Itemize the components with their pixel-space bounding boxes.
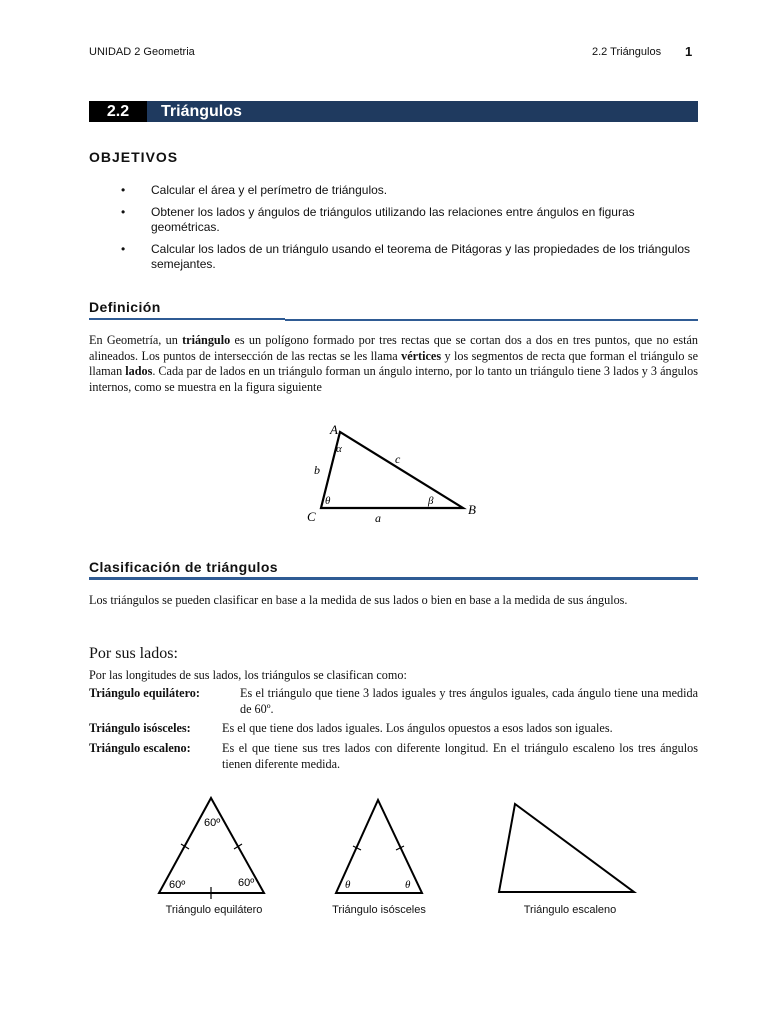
triangle-types-figure bbox=[150, 790, 650, 900]
equilateral-angle-left: 60º bbox=[169, 879, 186, 891]
running-header-left: UNIDAD 2 Geometria bbox=[89, 46, 195, 58]
page-number: 1 bbox=[685, 44, 693, 59]
vertex-a-label: A bbox=[330, 422, 338, 437]
scalene-definition bbox=[89, 741, 698, 771]
side-c-label: c bbox=[395, 452, 401, 466]
text-run: y los segmentos de recta que forman el triángulo se llaman bbox=[89, 348, 698, 378]
by-sides-heading: Por sus lados: bbox=[89, 645, 178, 662]
equilateral-term: Triángulo equilátero: bbox=[89, 686, 200, 700]
caption-isosceles: Triángulo isósceles bbox=[332, 904, 426, 916]
scalene-description: Es el que tiene sus tres lados con diferente longitud. En el triángulo escaleno los tres ángulos tienen diferente medida. bbox=[222, 741, 698, 771]
isosceles-angle-right: θ bbox=[405, 879, 411, 891]
heading-rule-short bbox=[89, 318, 285, 320]
term-vertices: vértices bbox=[401, 348, 442, 363]
classification-intro: Los triángulos se pueden clasificar en base a la medida de sus lados o bien en base a la medida de sus ángulos. bbox=[89, 593, 628, 607]
triangle-abc-figure bbox=[300, 418, 490, 528]
angle-beta-label: β bbox=[428, 495, 434, 507]
vertex-b-label: B bbox=[468, 502, 476, 517]
equilateral-angle-right: 60º bbox=[238, 877, 255, 889]
objective-item: • Calcular el área y el perímetro de triángulos. bbox=[121, 183, 701, 198]
side-a-label: a bbox=[375, 511, 381, 525]
section-number: 2.2 bbox=[89, 101, 147, 122]
section-title-bar bbox=[89, 101, 698, 122]
running-header-right: 2.2 Triángulos bbox=[592, 46, 662, 58]
heading-rule bbox=[89, 577, 698, 580]
side-b-label: b bbox=[314, 463, 320, 477]
equilateral-triangle bbox=[159, 798, 264, 899]
definition-heading: Definición bbox=[89, 299, 161, 315]
equilateral-description: Es el triángulo que tiene 3 lados iguales y tres ángulos iguales, cada ángulo tiene una medida de 60º. bbox=[240, 686, 698, 716]
equilateral-definition bbox=[89, 686, 698, 716]
heading-rule bbox=[285, 319, 698, 321]
classification-heading: Clasificación de triángulos bbox=[89, 559, 278, 575]
text-run: es un polígono formado por tres rectas que se cortan dos a dos en tres puntos, que no están alineados. Los puntos de intersección de las rectas se les llama bbox=[89, 333, 698, 363]
angle-alpha-label: α bbox=[336, 443, 342, 455]
angle-theta-label: θ bbox=[325, 495, 331, 507]
term-lados: lados bbox=[125, 364, 153, 378]
objectives-list bbox=[121, 183, 701, 279]
scalene-triangle bbox=[499, 804, 634, 892]
text-run: . Cada par de lados en un triángulo forman un ángulo interno, por lo tanto un triángulo tiene 3 lados y 3 ángulos internos, como se muestra en la figura siguiente bbox=[89, 364, 698, 394]
vertex-c-label: C bbox=[307, 509, 316, 524]
objective-item: • Obtener los lados y ángulos de triángulos utilizando las relaciones entre ángulos en figuras geométricas. bbox=[121, 205, 701, 235]
isosceles-angle-left: θ bbox=[345, 879, 351, 891]
objective-item: • Calcular los lados de un triángulo usando el teorema de Pitágoras y las propiedades de los triángulos semejantes. bbox=[121, 242, 701, 272]
isosceles-description: Es el que tiene dos lados iguales. Los ángulos opuestos a esos lados son iguales. bbox=[222, 721, 613, 735]
isosceles-term: Triángulo isósceles: bbox=[89, 721, 191, 735]
scalene-term: Triángulo escaleno: bbox=[89, 741, 191, 755]
triangle-abc bbox=[321, 432, 463, 508]
equilateral-angle-top: 60º bbox=[204, 817, 221, 829]
caption-scalene: Triángulo escaleno bbox=[523, 904, 617, 916]
term-triangulo: triángulo bbox=[182, 333, 231, 347]
isosceles-definition bbox=[89, 721, 698, 737]
objectives-heading: OBJETIVOS bbox=[89, 149, 179, 165]
text-run: En Geometría, un bbox=[89, 333, 183, 347]
isosceles-triangle bbox=[336, 800, 422, 893]
caption-equilateral: Triángulo equilátero bbox=[165, 904, 263, 916]
section-title: Triángulos bbox=[161, 103, 242, 120]
by-sides-intro: Por las longitudes de sus lados, los triángulos se clasifican como: bbox=[89, 668, 407, 682]
definition-paragraph bbox=[89, 333, 698, 395]
